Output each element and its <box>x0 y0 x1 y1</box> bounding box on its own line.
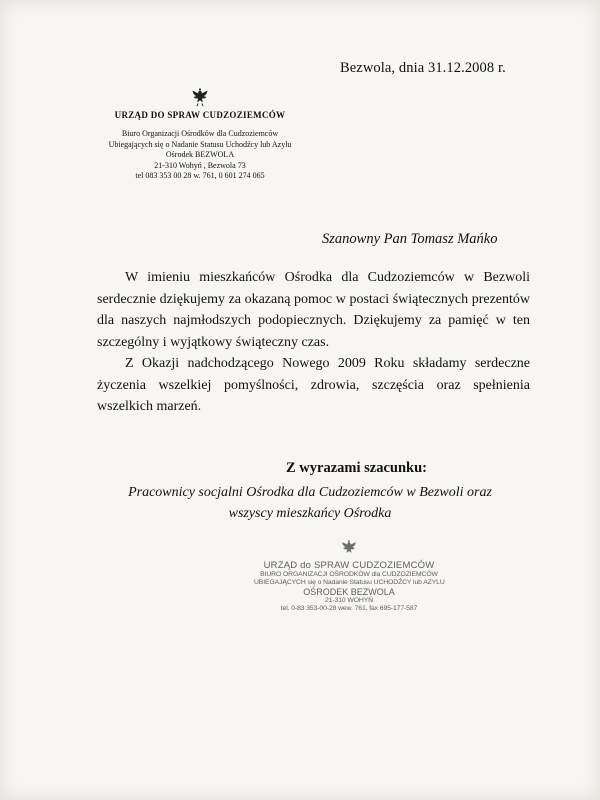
letterhead-office: URZĄD DO SPRAW CUDZOZIEMCÓW <box>114 110 286 120</box>
letterhead-phone: tel 083 353 00 28 w. 761, 0 601 274 065 <box>135 171 265 180</box>
salutation: Szanowny Pan Tomasz Mańko <box>322 231 498 247</box>
stamp-phone: tel. 0-83 353-00-28 wew. 761, fax 695-177-587 <box>280 605 418 612</box>
stamp-line: UBIEGAJĄCYCH się o Nadanie Statusu UCHODŹCY lub AZYLU <box>254 579 445 586</box>
polish-eagle-icon <box>339 538 359 558</box>
letterhead-line: Ośrodek BEZWOLA <box>165 150 235 159</box>
letter-body <box>97 267 530 418</box>
letterhead-line: Ubiegających się o Nadanie Statusu Uchodźcy lub Azylu <box>108 139 292 149</box>
stamp-name: OŚRODEK BEZWOLA <box>303 587 395 597</box>
body-paragraph: Z Okazji nadchodzącego Nowego 2009 Roku składamy serdeczne życzenia wszelkiej pomyślności, zdrowia, szczęścia oraz spełnienia wszelkich marzeń. <box>97 356 530 414</box>
closing-phrase: Z wyrazami szacunku: <box>286 460 427 476</box>
letter-date: Bezwola, dnia 31.12.2008 r. <box>340 60 506 76</box>
letterhead-line: Biuro Organizacji Ośrodków dla Cudzoziemców <box>121 129 279 138</box>
stamp-address: 21-310 WOHYŃ <box>325 597 373 604</box>
letterhead-line: 21-310 Wohyń , Bezwola 73 <box>154 160 246 170</box>
stamp-line: BIURO ORGANIZACJI OŚRODKÓW dla CUDZOZIEMCÓW <box>260 571 438 578</box>
signature-block <box>120 482 500 524</box>
body-paragraph: W imieniu mieszkańców Ośrodka dla Cudzoziemców w Bezwoli serdecznie dziękujemy za okazaną pomoc w postaci świątecznych prezentów dla naszych najmłodszych podopiecznych. Dziękujemy za pamięć w ten szczególny i wyjątkowy świąteczny czas. <box>97 270 530 350</box>
office-stamp <box>254 538 444 613</box>
signature-line: Pracownicy socjalni Ośrodka dla Cudzoziemców w Bezwoli oraz <box>128 485 492 500</box>
stamp-office: URZĄD do SPRAW CUDZOZIEMCÓW <box>263 560 435 571</box>
polish-eagle-icon <box>189 86 211 108</box>
letterhead <box>70 86 330 182</box>
signature-line: wszyscy mieszkańcy Ośrodka <box>228 506 392 521</box>
